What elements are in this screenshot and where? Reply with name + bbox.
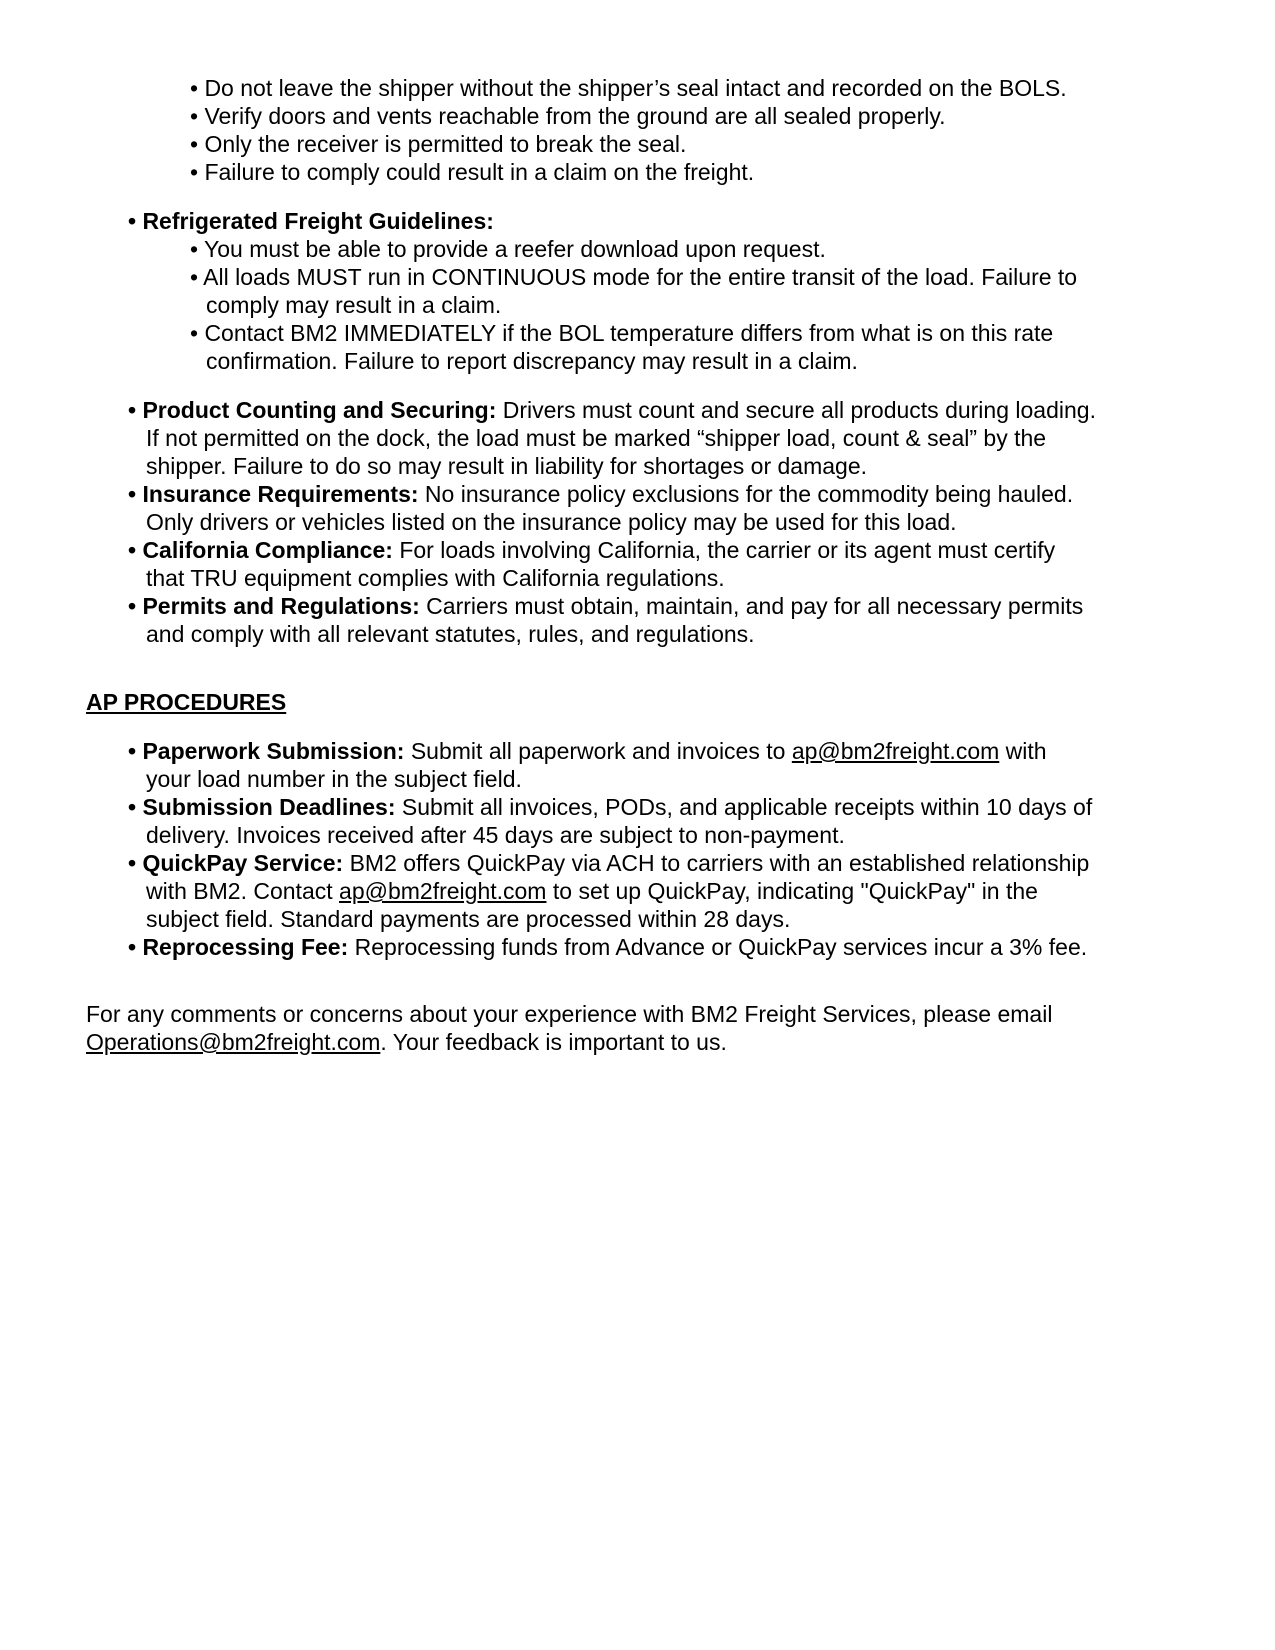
ap-email-link[interactable]: ap@bm2freight.com <box>339 878 547 904</box>
ap-deadlines <box>128 793 1092 821</box>
ap-quickpay <box>128 849 1089 877</box>
seal-item: • Failure to comply could result in a claim on the freight. <box>190 159 755 185</box>
reefer-heading: • Refrigerated Freight Guidelines: <box>128 208 494 234</box>
rule-text: For loads involving California, the carrier or its agent must certify <box>392 537 1056 563</box>
reefer-item: • All loads MUST run in CONTINUOUS mode for the entire transit of the load. Failure to <box>190 264 1078 290</box>
ap-text: with <box>999 738 1047 764</box>
ap-quickpay-line2 <box>146 877 1038 905</box>
rule-label: • Insurance Requirements: <box>128 481 419 507</box>
ap-paperwork <box>128 737 1047 765</box>
ap-label: • Paperwork Submission: <box>128 738 405 764</box>
footer-text: . Your feedback is important to us. <box>380 1029 727 1055</box>
ap-text: with BM2. Contact <box>146 878 340 904</box>
ap-text: Reprocessing funds from Advance or QuickPay services incur a 3% fee. <box>348 934 1088 960</box>
ap-text: BM2 offers QuickPay via ACH to carriers with an established relationship <box>343 850 1090 876</box>
rule-text: No insurance policy exclusions for the commodity being hauled. <box>418 481 1074 507</box>
rule-text: If not permitted on the dock, the load must be marked “shipper load, count & seal” by the <box>146 425 1047 451</box>
rule-text: and comply with all relevant statutes, rules, and regulations. <box>146 621 755 647</box>
seal-item: • Do not leave the shipper without the shipper’s seal intact and recorded on the BOLS. <box>190 75 1067 101</box>
rule-text: Only drivers or vehicles listed on the insurance policy may be used for this load. <box>146 509 957 535</box>
reefer-item: • Contact BM2 IMMEDIATELY if the BOL temperature differs from what is on this rate <box>190 320 1054 346</box>
rule-permits <box>128 592 1083 620</box>
ap-email-link[interactable]: ap@bm2freight.com <box>791 738 1000 764</box>
rule-label: • Permits and Regulations: <box>128 593 420 619</box>
rule-text: that TRU equipment complies with California regulations. <box>146 565 725 591</box>
ap-label: • QuickPay Service: <box>128 850 344 876</box>
rule-text: Carriers must obtain, maintain, and pay for all necessary permits <box>419 593 1084 619</box>
reefer-item-cont: confirmation. Failure to report discrepancy may result in a claim. <box>206 348 858 374</box>
ap-text: your load number in the subject field. <box>146 766 522 792</box>
rule-label: • Product Counting and Securing: <box>128 397 497 423</box>
rule-insurance <box>128 480 1073 508</box>
rule-california <box>128 536 1055 564</box>
footer-line2 <box>86 1028 727 1056</box>
footer-text: For any comments or concerns about your experience with BM2 Freight Services, please email <box>86 1001 1053 1027</box>
reefer-item-cont: comply may result in a claim. <box>206 292 502 318</box>
ap-label: • Submission Deadlines: <box>128 794 396 820</box>
ap-text: Submit all invoices, PODs, and applicable receipts within 10 days of <box>395 794 1093 820</box>
seal-item: • Only the receiver is permitted to break the seal. <box>190 131 687 157</box>
ap-text: Submit all paperwork and invoices to <box>404 738 792 764</box>
rule-product <box>128 396 1096 424</box>
operations-email-link[interactable]: Operations@bm2freight.com <box>86 1029 381 1055</box>
rule-text: shipper. Failure to do so may result in liability for shortages or damage. <box>146 453 868 479</box>
seal-item: • Verify doors and vents reachable from the ground are all sealed properly. <box>190 103 946 129</box>
ap-text: delivery. Invoices received after 45 days are subject to non-payment. <box>146 822 845 848</box>
reefer-item: • You must be able to provide a reefer download upon request. <box>190 236 826 262</box>
ap-text: subject field. Standard payments are processed within 28 days. <box>146 906 791 932</box>
ap-reprocessing <box>128 933 1087 961</box>
rule-label: • California Compliance: <box>128 537 393 563</box>
ap-label: • Reprocessing Fee: <box>128 934 349 960</box>
rule-text: Drivers must count and secure all products during loading. <box>496 397 1096 423</box>
ap-text: to set up QuickPay, indicating "QuickPay" in the <box>546 878 1038 904</box>
ap-procedures-heading: AP PROCEDURES <box>86 689 287 715</box>
